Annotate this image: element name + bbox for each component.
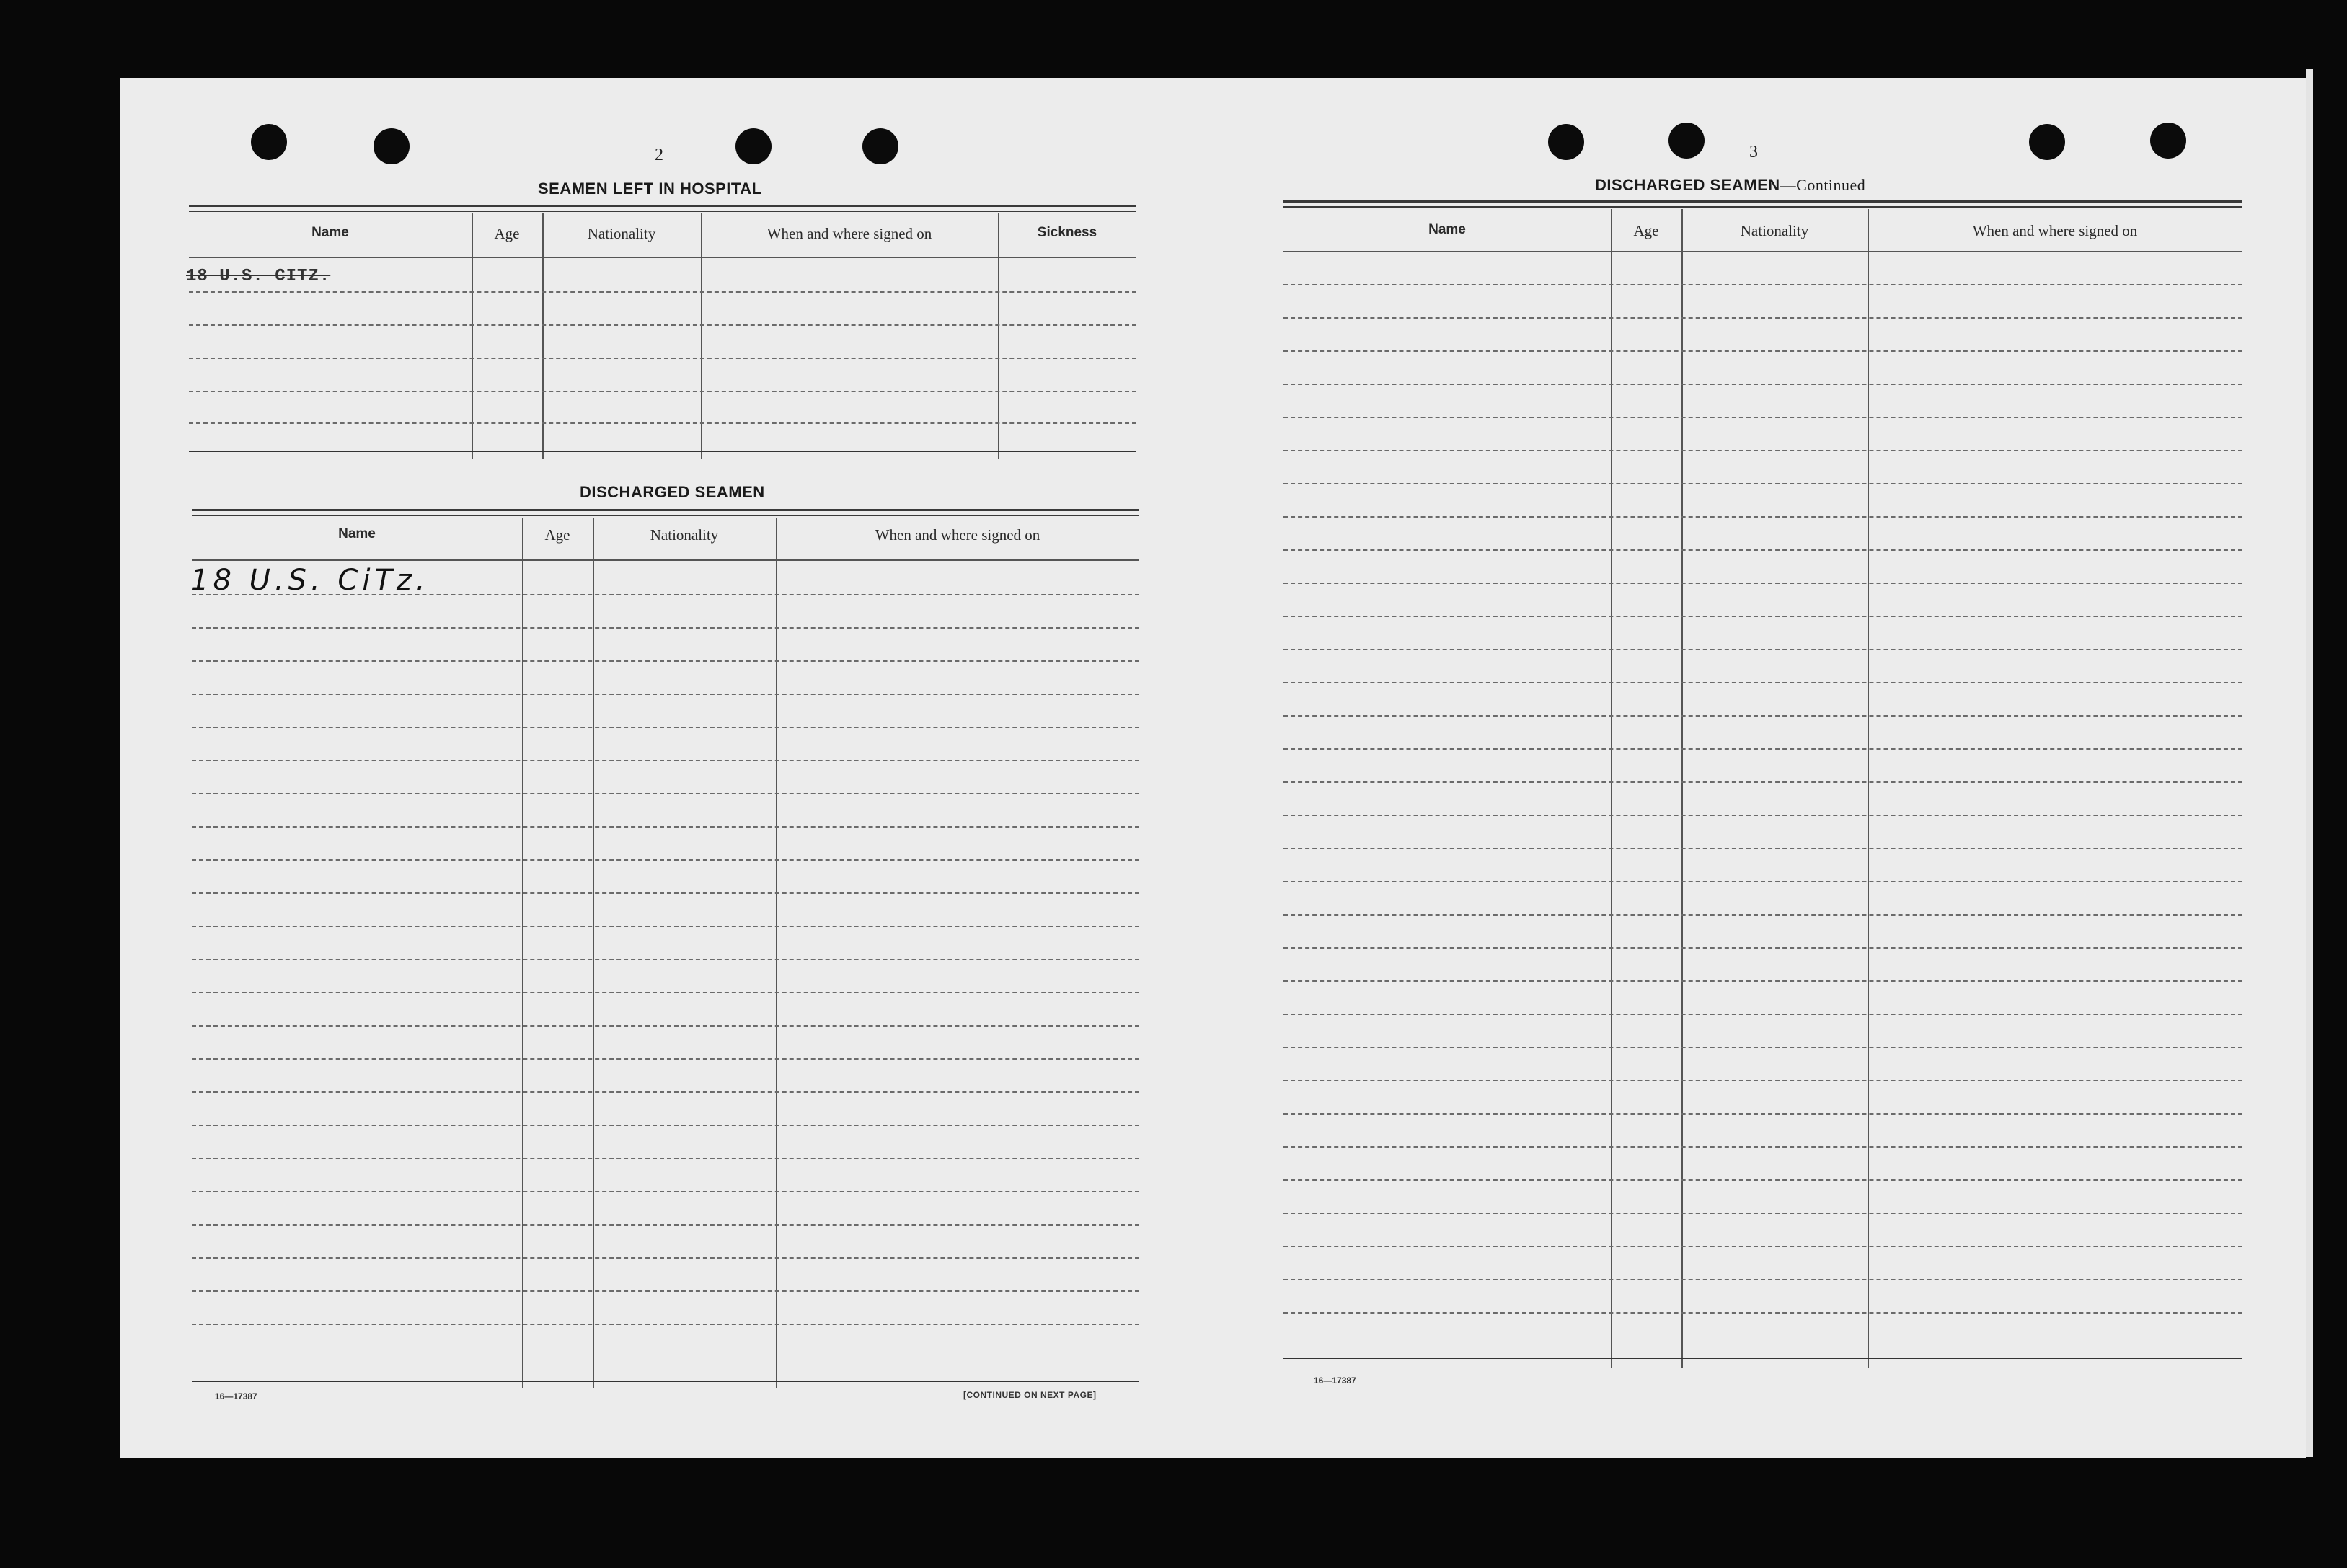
punch-hole (2029, 124, 2065, 160)
column-header-signed-on: When and where signed on (875, 526, 1040, 544)
punch-hole (2150, 123, 2186, 159)
hospital-section-title: SEAMEN LEFT IN HOSPITAL (538, 180, 762, 198)
form-number-left: 16—17387 (215, 1391, 257, 1401)
continued-suffix: —Continued (1780, 176, 1866, 194)
handwritten-entry: 18 U.S. CiTz. (190, 564, 430, 597)
typed-entry-crossed-out: 18 U.S. CITZ. (186, 267, 331, 286)
column-header-name: Name (311, 225, 349, 240)
column-header-age: Age (544, 526, 570, 544)
sheet-edge (2306, 69, 2313, 1457)
column-header-signed-on: When and where signed on (766, 225, 932, 242)
column-header-sickness: Sickness (1037, 225, 1097, 240)
punch-hole (735, 128, 772, 164)
column-header-nationality: Nationality (650, 526, 719, 544)
discharged-table-left (192, 509, 1139, 1388)
punch-hole (374, 128, 410, 164)
discharged-continued-title-main: DISCHARGED SEAMEN (1595, 176, 1780, 194)
discharged-section-title: DISCHARGED SEAMEN (580, 483, 765, 501)
form-number-right: 16—17387 (1314, 1376, 1356, 1386)
column-header-signed-on: When and where signed on (1972, 222, 2138, 239)
hospital-table (189, 205, 1136, 459)
punch-hole (1668, 123, 1705, 159)
page-number-left: 2 (655, 146, 663, 164)
punch-hole (251, 124, 287, 160)
page-number-right: 3 (1749, 143, 1758, 161)
continued-note: [CONTINUED ON NEXT PAGE] (963, 1390, 1097, 1400)
punch-hole (862, 128, 898, 164)
column-header-nationality: Nationality (587, 225, 656, 242)
column-header-name: Name (1428, 222, 1466, 237)
discharged-table-right (1283, 200, 2242, 1368)
column-header-name: Name (338, 526, 376, 541)
column-header-age: Age (1633, 222, 1659, 239)
discharged-continued-title (1595, 176, 1865, 195)
column-header-age: Age (494, 225, 520, 242)
punch-hole (1548, 124, 1584, 160)
column-header-nationality: Nationality (1740, 222, 1809, 239)
